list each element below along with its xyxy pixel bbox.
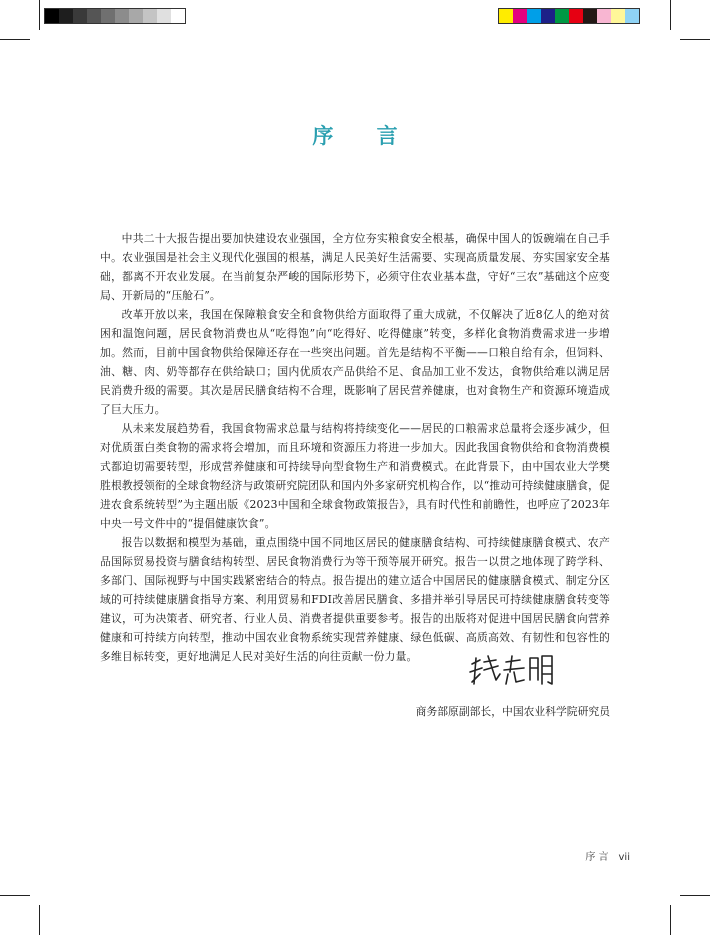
grey-swatch (115, 9, 129, 23)
grey-swatch (101, 9, 115, 23)
crop-mark (0, 39, 30, 40)
preface-body (100, 229, 610, 666)
paragraph: 中共二十大报告提出要加快建设农业强国，全方位夯实粮食安全根基，确保中国人的饭碗端在自己手中。农业强国是社会主义现代化强国的根基，满足人民美好生活需要、实现高质量发展、夯实国家安全基础，都离不开农业发展。在当前复杂严峻的国际形势下，必须守住农业基本盘，守好“三农”基础这个应变局、开新局的“压舱石”。 (100, 232, 610, 302)
footer-section: 序 言 (585, 852, 609, 863)
page-title: 序 言 (312, 124, 416, 148)
crop-mark (39, 0, 40, 30)
grey-swatch (45, 9, 59, 23)
crop-mark (0, 895, 30, 896)
color-swatch (569, 9, 583, 23)
color-calibration-strip (498, 8, 640, 24)
grey-swatch (129, 9, 143, 23)
color-swatch (625, 9, 639, 23)
color-swatch (527, 9, 541, 23)
color-swatch (499, 9, 513, 23)
color-swatch (597, 9, 611, 23)
crop-mark (680, 895, 710, 896)
crop-mark (680, 39, 710, 40)
color-swatch (513, 9, 527, 23)
paragraph: 报告以数据和模型为基础，重点围绕中国不同地区居民的健康膳食结构、可持续健康膳食模式、农产品国际贸易投资与膳食结构转型、居民食物消费行为等干预等展开研究。报告一以贯之地体现了跨学科、多部门、国际视野与中国实践紧密结合的特点。报告提出的建立适合中国居民的健康膳食模式、制定分区域的可持续健康膳食指导方案、利用贸易和FDI改善居民膳食、多措并举引导居民可持续健康膳食转变等建议，可为决策者、研究者、行业人员、消费者提供重要参考。报告的出版将对促进中国居民膳食向营养健康和可持续方向转型，推动中国农业食物系统实现营养健康、绿色低碳、高质高效、有韧性和包容性的多维目标转变，更好地满足人民对美好生活的向往贡献一份力量。 (100, 536, 610, 663)
grey-swatch (73, 9, 87, 23)
grey-swatch (87, 9, 101, 23)
color-swatch (555, 9, 569, 23)
grey-swatch (59, 9, 73, 23)
paragraph: 从未来发展趋势看，我国食物需求总量与结构将持续变化——居民的口粮需求总量将会逐步减少，但对优质蛋白类食物的需求将会增加，而且环境和资源压力将进一步加大。因此我国食物供给和食物消费模式都迫切需要转型，形成营养健康和可持续导向型食物生产和消费模式。在此背景下，由中国农业大学樊胜根教授领衔的全球食物经济与政策研究院团队和国内外多家研究机构合作，以“推动可持续健康膳食，促进农食系统转型”为主题出版《2023中国和全球食物政策报告》，具有时代性和前瞻性，也呼应了2023年中央一号文件中的“提倡健康饮食”。 (100, 422, 610, 530)
grey-swatch (143, 9, 157, 23)
grey-swatch (171, 9, 185, 23)
page-number: vii (618, 852, 630, 863)
color-swatch (583, 9, 597, 23)
crop-mark (670, 0, 671, 30)
signoff-title: 商务部原副部长，中国农业科学院研究员 (415, 705, 610, 718)
paragraph: 改革开放以来，我国在保障粮食安全和食物供给方面取得了重大成就，不仅解决了近8亿人的绝对贫困和温饱问题，居民食物消费也从“吃得饱”向“吃得好、吃得健康”转变，多样化食物消费需求进一步增加。然而，目前中国食物供给保障还存在一些突出问题。首先是结构不平衡——口粮自给有余，但饲料、油、糖、肉、奶等都存在供给缺口；国内优质农产品供给不足、食品加工业不发达，食物供给难以满足居民消费升级的需要。其次是居民膳食结构不合理，既影响了居民营养健康，也对食物生产和资源环境造成了巨大压力。 (100, 308, 610, 416)
grey-calibration-strip (44, 8, 186, 24)
page-footer (540, 848, 630, 863)
crop-mark (39, 905, 40, 935)
grey-swatch (157, 9, 171, 23)
handwritten-signature (466, 650, 556, 690)
color-swatch (541, 9, 555, 23)
crop-mark (670, 905, 671, 935)
color-swatch (611, 9, 625, 23)
